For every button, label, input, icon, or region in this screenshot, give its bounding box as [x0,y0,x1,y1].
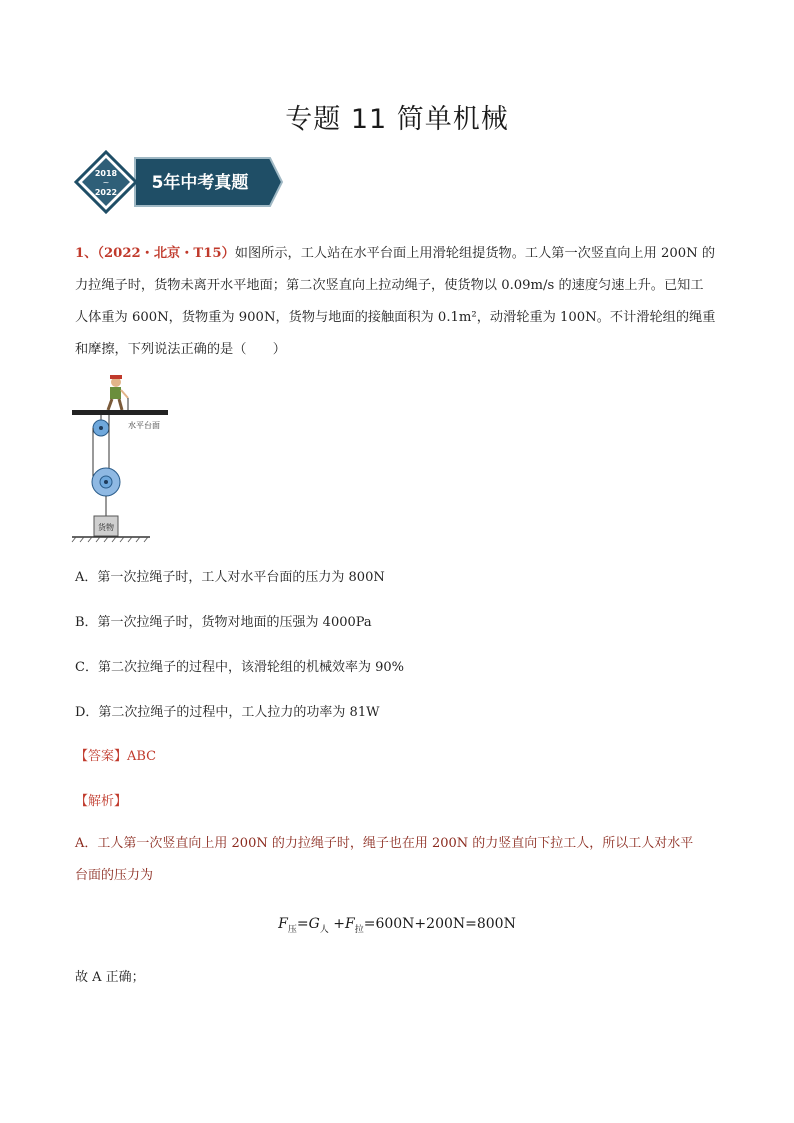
answer: 【答案】ABC [75,749,157,764]
question-number: 1、 [75,246,98,261]
question-line-3: 人体重为 600N，货物重为 900N，货物与地面的接触面积为 0.1m²，动滑轮重为 100N。不计滑轮组的绳重 [75,310,716,325]
question-text-1: 如图所示，工人站在水平台面上用滑轮组提货物。工人第一次竖直向上用 200N 的 [234,246,716,261]
question-line-4: 和摩擦，下列说法正确的是（ ） [75,342,286,357]
cargo-label: 货物 [98,523,114,532]
platform-label: 水平台面 [128,421,160,430]
formula: $F_压=G_人 +F_拉=600N+200N=800N$ [278,916,516,935]
banner-year-sep: ~ [102,178,110,187]
option-a: A．第一次拉绳子时，工人对水平台面的压力为 800N [75,570,385,585]
platform [72,410,168,415]
section-banner [70,150,285,214]
question-line-1 [75,238,725,270]
question-source: （2022・北京・T15） [97,246,235,261]
banner-year-start: 2018 [94,169,118,178]
worker-icon [108,375,128,410]
option-c: C．第二次拉绳子的过程中，该滑轮组的机械效率为 90% [75,660,404,675]
question-line-2: 力拉绳子时，货物未离开水平地面；第二次竖直向上拉动绳子，使货物以 0.09m/s 的速度匀速上升。已知工 [75,278,704,293]
explanation-line-2: 台面的压力为 [75,868,154,883]
explanation-line-1: A．工人第一次竖直向上用 200N 的力拉绳子时，绳子也在用 200N 的力竖直向下拉工人，所以工人对水平 [75,836,694,851]
pulley-figure [70,370,200,550]
option-b: B．第一次拉绳子时，货物对地面的压强为 4000Pa [75,615,372,630]
option-d: D．第二次拉绳子的过程中，工人拉力的功率为 81W [75,705,380,720]
banner-label: 5年中考真题 [151,173,249,193]
analysis-label: 【解析】 [75,794,128,809]
conclusion: 故 A 正确； [75,970,145,985]
page-title: 专题 11 简单机械 [285,104,509,135]
banner-year-end: 2022 [94,188,118,197]
